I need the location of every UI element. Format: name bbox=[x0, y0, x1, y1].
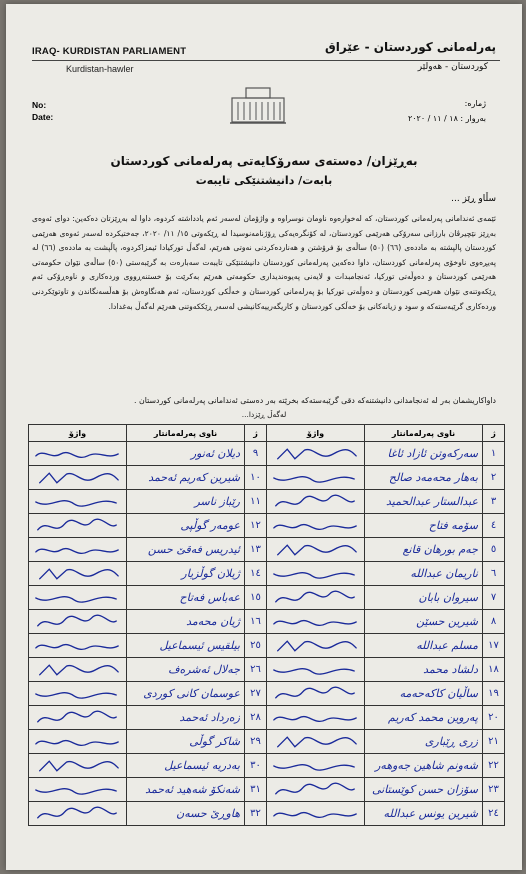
table-row bbox=[29, 730, 505, 754]
signature-cell bbox=[29, 802, 127, 826]
row-number: ٢٤ bbox=[483, 802, 505, 826]
column-header-number: ژ bbox=[245, 425, 267, 442]
member-name: ناریمان عبداللە bbox=[365, 562, 483, 586]
signature-cell bbox=[29, 562, 127, 586]
signature-cell bbox=[29, 706, 127, 730]
table-row bbox=[29, 754, 505, 778]
member-name: عوسمان کانی کوردی bbox=[127, 682, 245, 706]
member-name: سۆمە فتاح bbox=[365, 514, 483, 538]
handwritten-signature bbox=[270, 588, 360, 608]
handwritten-signature bbox=[270, 444, 360, 464]
signature-cell bbox=[267, 658, 365, 682]
member-name: جەلال ئەشرەف bbox=[127, 658, 245, 682]
row-number: ١٤ bbox=[245, 562, 267, 586]
row-number: ١١ bbox=[245, 490, 267, 514]
row-number: ٥ bbox=[483, 538, 505, 562]
member-name: زەرداد ئەحمد bbox=[127, 706, 245, 730]
signature-cell bbox=[29, 658, 127, 682]
signature-cell bbox=[267, 514, 365, 538]
letterhead-english-subtitle: Kurdistan-hawler bbox=[66, 64, 134, 74]
column-header-signature: واژۆ bbox=[267, 425, 365, 442]
row-number: ١٣ bbox=[245, 538, 267, 562]
row-number: ١٢ bbox=[245, 514, 267, 538]
signature-cell bbox=[267, 586, 365, 610]
handwritten-signature bbox=[32, 708, 122, 728]
row-number: ٢٥ bbox=[245, 634, 267, 658]
table-row bbox=[29, 490, 505, 514]
row-number: ٢١ bbox=[483, 730, 505, 754]
handwritten-signature bbox=[270, 636, 360, 656]
member-name: رێباز ناسر bbox=[127, 490, 245, 514]
handwritten-signature bbox=[32, 564, 122, 584]
letter-addressee: بەڕێزان/ دەستەی سەرۆکایەتی پەرلەمانی کوردستان bbox=[110, 154, 418, 168]
table-row bbox=[29, 538, 505, 562]
handwritten-signature bbox=[32, 540, 122, 560]
member-name: جەم بورهان قانع bbox=[365, 538, 483, 562]
table-row bbox=[29, 802, 505, 826]
row-number: ٣٢ bbox=[245, 802, 267, 826]
row-number: ٣١ bbox=[245, 778, 267, 802]
signature-cell bbox=[267, 538, 365, 562]
handwritten-signature bbox=[32, 660, 122, 680]
handwritten-signature bbox=[32, 804, 122, 824]
signature-cell bbox=[267, 442, 365, 466]
kurdish-number-label: ژمارە: bbox=[464, 99, 486, 108]
signature-cell bbox=[29, 442, 127, 466]
letter-greeting: سڵاو ڕێز ... bbox=[451, 194, 496, 204]
member-name: ساڵیان کاکەحەمە bbox=[365, 682, 483, 706]
member-name: بەدریە ئیسماعیل bbox=[127, 754, 245, 778]
row-number: ٨ bbox=[483, 610, 505, 634]
number-label: No: bbox=[32, 100, 47, 110]
signature-cell bbox=[267, 730, 365, 754]
table-row bbox=[29, 634, 505, 658]
row-number: ٢٠ bbox=[483, 706, 505, 730]
signature-cell bbox=[29, 634, 127, 658]
row-number: ١٥ bbox=[245, 586, 267, 610]
member-name: سەرکەوتن ئازاد ئاغا bbox=[365, 442, 483, 466]
handwritten-signature bbox=[32, 444, 122, 464]
member-name: مسلم عبداللە bbox=[365, 634, 483, 658]
letter-request: داواکاریشمان بەر لە ئەنجامدانی دانیشتنەکە دقی گرێبەستەکە بخرێتە بەر دەستی ئەندامانی پەرلەمانی کوردستان . bbox=[134, 396, 496, 405]
row-number: ١٦ bbox=[245, 610, 267, 634]
letterhead-english-title: IRAQ- KURDISTAN PARLIAMENT bbox=[32, 46, 187, 57]
handwritten-signature bbox=[270, 756, 360, 776]
signature-cell bbox=[267, 466, 365, 490]
member-name: هاوڕێ حسەن bbox=[127, 802, 245, 826]
signature-cell bbox=[267, 610, 365, 634]
member-name: دیلان ئەنور bbox=[127, 442, 245, 466]
row-number: ١٠ bbox=[245, 466, 267, 490]
letter-body: ئێمەی ئەندامانی پەرلەمانی کوردستان، کە لەخوارەوە ناومان نوسراوە و واژۆمان لەسەر ئەم یادداشتە کردوە، داوا لە بەڕێزتان دەکەین: دوای ئەوەی بەڕێز نێچیرڤان بارزانی سەرۆکی هەرێمی کوردستان، لە کۆنگرەیەکی ڕۆژنامەنوسیدا لە ڕێکەوتی ١٥/ ١١/ ٢٠٢٠، جەختیکردە لەسەر ئەوەی هەرێمی کوردستان پالپشتە بە ماددەی (٦٦) (٥٠) ساڵەی بۆ فرۆشتن و هەناردەکردنی نەوتی هەرێم، لەگەڵ تورکیادا ئیمزاکردوە، پاڵپشت بە ماددەی (٦٦) لە پەیڕەوی ناوخۆی پەرلەمانی کوردستان، داوا دەکەین پەرلەمانی کوردستان دانیشتنێکی تایبەت سەبارەت بە گرێبەستی (٥٠) ساڵەی نێوان حکومەتی هەرێمی کوردستان و دەوڵەتی تورکیا، ئەنجامبدات و لایەنی پەیوەندیداری حکومەتی هەرێم بەکرێت بۆ خستنەڕووی وردەکاری و ناوەڕۆکی ئەم ڕێکەوتنەی نێوان هەرێمی کوردستان و دەوڵەتی تورکیا بۆ پەرلەمانی کوردستان و خەڵکی کوردستان، ئەم هەنگاوەش بۆ هەڵسەنگاندن و تاوتوێکردنی وردەکاری گرێبەستەکە و سود و زیانەکانی بۆ خەڵکی کوردستان و کاریگەرییەکانیشی لەسەر ڕێککەوتنی هەرێم لەگەڵ بەغدادا. bbox=[32, 214, 497, 311]
handwritten-signature bbox=[270, 612, 360, 632]
signature-cell bbox=[29, 754, 127, 778]
signature-cell bbox=[267, 754, 365, 778]
table-row bbox=[29, 682, 505, 706]
handwritten-signature bbox=[270, 732, 360, 752]
letter-closing: لەگەڵ ڕێزدا... bbox=[241, 410, 287, 419]
letterhead-kurdish-title: پەرلەمانی کوردستان - عێراق bbox=[325, 40, 496, 54]
signature-cell bbox=[267, 490, 365, 514]
handwritten-signature bbox=[270, 468, 360, 488]
handwritten-signature bbox=[270, 516, 360, 536]
row-number: ٣ bbox=[483, 490, 505, 514]
signature-cell bbox=[267, 802, 365, 826]
member-name: زری ڕێباری bbox=[365, 730, 483, 754]
handwritten-signature bbox=[270, 540, 360, 560]
member-name: عەباس فەتاح bbox=[127, 586, 245, 610]
handwritten-signature bbox=[270, 804, 360, 824]
member-name: دلشاد محمد bbox=[365, 658, 483, 682]
signature-cell bbox=[267, 634, 365, 658]
handwritten-signature bbox=[32, 732, 122, 752]
handwritten-signature bbox=[270, 684, 360, 704]
table-row bbox=[29, 658, 505, 682]
letter-subject: بابەت/ دانیشتنێکی تایبەت bbox=[195, 174, 333, 187]
member-name: شەنکۆ شەهید ئەحمد bbox=[127, 778, 245, 802]
parliament-building-icon bbox=[228, 82, 288, 126]
row-number: ٣٠ bbox=[245, 754, 267, 778]
column-header-number: ژ bbox=[483, 425, 505, 442]
row-number: ٢٩ bbox=[245, 730, 267, 754]
table-row bbox=[29, 586, 505, 610]
signature-cell bbox=[29, 610, 127, 634]
handwritten-signature bbox=[32, 780, 122, 800]
signature-cell bbox=[29, 514, 127, 538]
member-name: ئیدریس فەقێ حسن bbox=[127, 538, 245, 562]
row-number: ٢٦ bbox=[245, 658, 267, 682]
table-row bbox=[29, 514, 505, 538]
kurdish-date: بەروار : ١٨ / ١١ / ٢٠٢٠ bbox=[407, 114, 486, 123]
row-number: ٢٧ bbox=[245, 682, 267, 706]
signature-cell bbox=[29, 466, 127, 490]
member-name: شەونم شاهین جەوهەر bbox=[365, 754, 483, 778]
table-row bbox=[29, 466, 505, 490]
handwritten-signature bbox=[32, 468, 122, 488]
row-number: ١ bbox=[483, 442, 505, 466]
handwritten-signature bbox=[32, 684, 122, 704]
signature-rows bbox=[29, 442, 505, 826]
handwritten-signature bbox=[270, 492, 360, 512]
signature-cell bbox=[267, 682, 365, 706]
signature-cell bbox=[267, 778, 365, 802]
signature-cell bbox=[29, 586, 127, 610]
signature-cell bbox=[267, 706, 365, 730]
column-header-name: ناوی پەرلەمانتار bbox=[365, 425, 483, 442]
row-number: ٢ bbox=[483, 466, 505, 490]
member-name: سیروان بابان bbox=[365, 586, 483, 610]
member-name: بیلقیس ئیسماعیل bbox=[127, 634, 245, 658]
member-name: سۆزان حسن کوێستانی bbox=[365, 778, 483, 802]
letterhead-divider bbox=[32, 60, 500, 61]
signature-cell bbox=[29, 778, 127, 802]
handwritten-signature bbox=[270, 708, 360, 728]
member-name: پەروین محمد کەریم bbox=[365, 706, 483, 730]
column-header-name: ناوی پەرلەمانتار bbox=[127, 425, 245, 442]
signature-cell bbox=[29, 682, 127, 706]
table-row bbox=[29, 706, 505, 730]
row-number: ٢٣ bbox=[483, 778, 505, 802]
member-name: ژیان محەمد bbox=[127, 610, 245, 634]
table-header-row bbox=[29, 425, 505, 442]
handwritten-signature bbox=[270, 564, 360, 584]
row-number: ٢٢ bbox=[483, 754, 505, 778]
signature-cell bbox=[29, 730, 127, 754]
member-name: عبدالستار عبدالحمید bbox=[365, 490, 483, 514]
signature-cell bbox=[29, 538, 127, 562]
row-number: ١٨ bbox=[483, 658, 505, 682]
handwritten-signature bbox=[32, 588, 122, 608]
signature-cell bbox=[267, 562, 365, 586]
member-name: بەهار محەمەد صالح bbox=[365, 466, 483, 490]
member-name: عومەر گوڵپی bbox=[127, 514, 245, 538]
member-name: ژیلان گوڵزیار bbox=[127, 562, 245, 586]
table-row bbox=[29, 778, 505, 802]
handwritten-signature bbox=[270, 660, 360, 680]
row-number: ٦ bbox=[483, 562, 505, 586]
table-row bbox=[29, 442, 505, 466]
member-name: شیرین کەریم ئەحمد bbox=[127, 466, 245, 490]
handwritten-signature bbox=[270, 780, 360, 800]
member-name: شیرین یونس عبداللە bbox=[365, 802, 483, 826]
row-number: ٧ bbox=[483, 586, 505, 610]
handwritten-signature bbox=[32, 492, 122, 512]
row-number: ٤ bbox=[483, 514, 505, 538]
document-page bbox=[6, 4, 522, 870]
row-number: ٩ bbox=[245, 442, 267, 466]
row-number: ١٧ bbox=[483, 634, 505, 658]
handwritten-signature bbox=[32, 516, 122, 536]
date-label: Date: bbox=[32, 112, 54, 122]
handwritten-signature bbox=[32, 612, 122, 632]
signature-cell bbox=[29, 490, 127, 514]
table-row bbox=[29, 562, 505, 586]
member-name: شیرین حسێن bbox=[365, 610, 483, 634]
handwritten-signature bbox=[32, 636, 122, 656]
table-row bbox=[29, 610, 505, 634]
handwritten-signature bbox=[32, 756, 122, 776]
column-header-signature: واژۆ bbox=[29, 425, 127, 442]
row-number: ٢٨ bbox=[245, 706, 267, 730]
signature-table bbox=[28, 424, 505, 826]
row-number: ١٩ bbox=[483, 682, 505, 706]
letterhead-kurdish-subtitle: کوردستان - هەولێر bbox=[417, 62, 488, 72]
member-name: شاکر گوڵی bbox=[127, 730, 245, 754]
